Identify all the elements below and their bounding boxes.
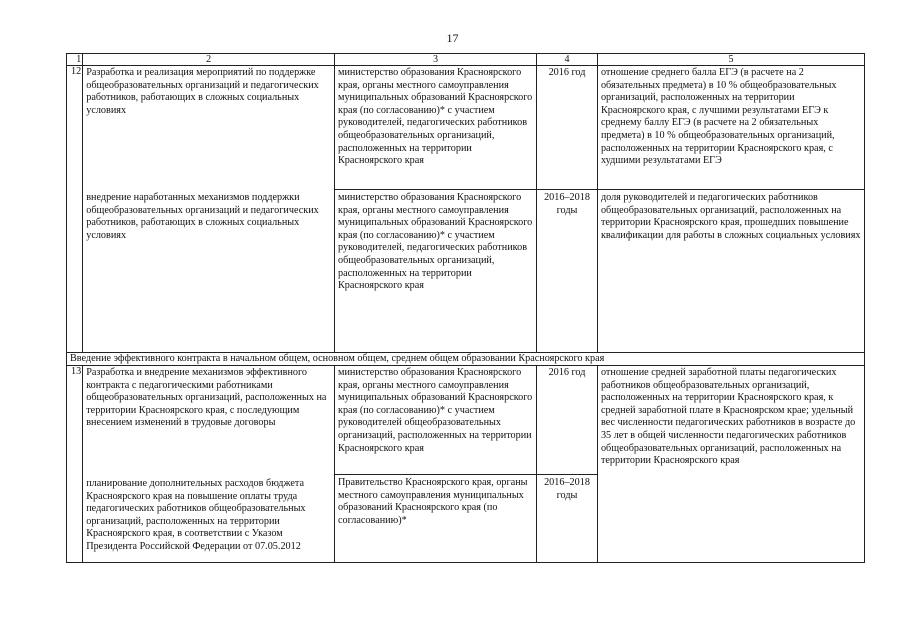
table-row-12 <box>67 66 865 353</box>
activity-cell <box>83 366 335 563</box>
col-header-5: 5 <box>597 54 864 66</box>
responsible-cell <box>335 66 537 353</box>
col-header-4: 4 <box>537 54 598 66</box>
page-number: 17 <box>446 31 459 45</box>
section-row <box>67 353 865 366</box>
indicator: отношение средней заработной платы педагогических работников общеобразовательных организаций, расположенных на территории Красноярского края, к средней заработной плате в Красноярском крае; удельный вес численности педагогических работников в возрасте до 35 лет в общей численности педагогических работников общеобразовательных организаций, расположенных на территории Красноярского края <box>600 367 856 467</box>
indicator-2: доля руководителей и педагогических работников общеобразовательных организаций, расположенных на территории Красноярского края, прошедших повышение квалификации для работы в сложных социальных условиях <box>598 189 864 242</box>
term-2: 2016–2018 годы <box>537 189 597 217</box>
term-cell <box>537 366 598 563</box>
term-1: 2016 год <box>548 367 586 378</box>
col-header-1: 1 <box>67 54 83 66</box>
activity-main: Разработка и реализация мероприятий по поддержке общеобразовательных организаций и педагогических работников, работающих в сложных социальных условиях <box>86 67 319 116</box>
responsible-cell <box>335 366 537 563</box>
indicator-cell <box>597 66 864 353</box>
responsible-2: министерство образования Красноярского края, органы местного самоуправления муниципальных образований Красноярского края (по согласованию)* с участием руководителей, педагогических работников общеобразовательных организаций, расположенных на территории Красноярского края <box>335 189 536 293</box>
table-header-row <box>67 54 865 66</box>
col-header-3: 3 <box>335 54 537 66</box>
responsible-1: министерство образования Красноярского края, органы местного самоуправления муниципальных образований Красноярского края (по согласованию)* с участием руководителей, педагогических работников общеобразовательных организаций, расположенных на территории Красноярского края <box>338 67 533 167</box>
indicator-1: отношение среднего балла ЕГЭ (в расчете на 2 обязательных предмета) в 10 % общеобразовательных организаций, расположенных на территории Красноярского края, с лучшими результатами ЕГЭ к среднему баллу ЕГЭ (в расчете на 2 обязательных предмета) в 10 % общеобразовательных организаций, расположенных на территории Красноярского края, с худшими результатами ЕГЭ <box>600 67 837 167</box>
activity-main: Разработка и внедрение механизмов эффективного контракта с педагогическими работниками общеобразовательных организаций, расположенных на территории Красноярского края, с последующим внесением изменений в трудовые договоры <box>86 367 327 429</box>
responsible-2: Правительство Красноярского края, органы местного самоуправления муниципальных образований Красноярского края (по согласованию)* <box>335 474 536 527</box>
term-1: 2016 год <box>548 67 586 78</box>
measures-table <box>66 53 865 563</box>
section-title: Введение эффективного контракта в начальном общем, основном общем, среднем общем образовании Красноярского края <box>67 353 865 366</box>
row-number: 12 <box>67 66 83 353</box>
activity-sub: планирование дополнительных расходов бюджета Красноярского края на повышение оплаты труда педагогических работников общеобразовательных организаций, расположенных на территории Красноярского края, в соответствии с Указом Президента Российской Федерации от 07.05.2012 <box>86 478 306 552</box>
responsible-1: министерство образования Красноярского края, органы местного самоуправления муниципальных образований Красноярского края (по согласованию)* с участием руководителей общеобразовательных организаций, расположенных на территории Красноярского края <box>338 367 533 454</box>
term-cell <box>537 66 598 353</box>
row-number: 13 <box>67 366 83 563</box>
term-2: 2016–2018 годы <box>537 474 597 502</box>
indicator-cell <box>597 366 864 563</box>
activity-cell <box>83 66 335 353</box>
activity-sub: внедрение наработанных механизмов поддержки общеобразовательных организаций и педагогических работников, работающих в сложных социальных условиях <box>86 192 319 241</box>
col-header-2: 2 <box>83 54 335 66</box>
table-row-13 <box>67 366 865 563</box>
